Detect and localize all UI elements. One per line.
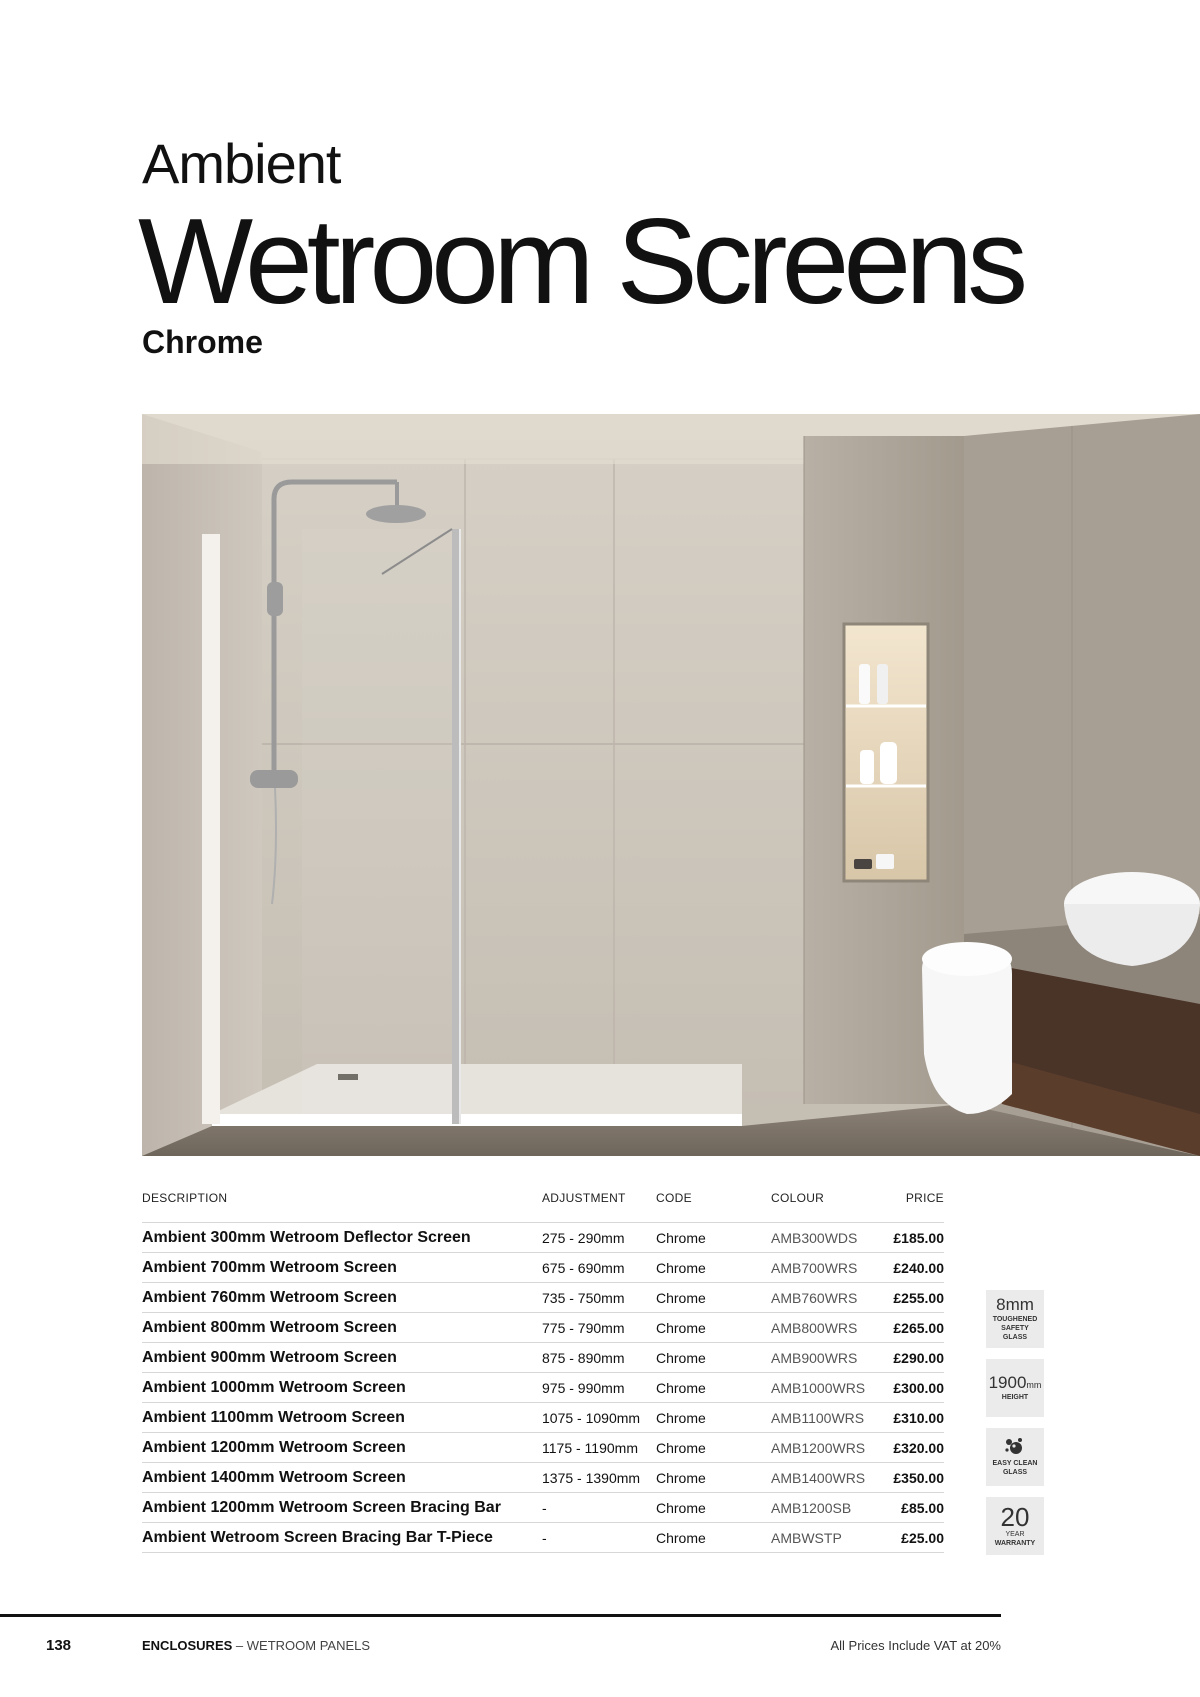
cell-code: AMB1400WRS [771,1469,866,1486]
table-row [142,1222,944,1253]
warranty-badge [986,1497,1044,1555]
cell-price: £300.00 [893,1379,944,1396]
cell-code: AMBWSTP [771,1529,842,1546]
cell-price: £255.00 [893,1289,944,1306]
table-header [142,1186,944,1210]
cell-code: AMB1200SB [771,1499,852,1516]
cell-description: Ambient 1000mm Wetroom Screen [142,1378,406,1396]
header-price: PRICE [905,1191,944,1205]
toughened-glass-badge [986,1290,1044,1348]
cell-colour: Chrome [656,1529,706,1546]
glass-label: TOUGHENED SAFETY GLASS [992,1316,1038,1341]
cell-adjustment: - [542,1499,547,1516]
page-number: 138 [46,1637,72,1654]
glass-thickness: 8mm [996,1295,1034,1314]
table-row [142,1343,944,1373]
easy-clean-badge [986,1428,1044,1486]
cell-description: Ambient 1100mm Wetroom Screen [142,1408,405,1426]
cell-colour: Chrome [656,1319,706,1336]
brand-title: Ambient [142,132,341,195]
subsection-name: WETROOM PANELS [246,1638,371,1653]
section-separator: – [232,1638,247,1653]
page-title: Wetroom Screens [138,193,1023,329]
cell-price: £185.00 [893,1229,944,1246]
cell-description: Ambient 1200mm Wetroom Screen Bracing Bar [142,1498,501,1516]
cell-price: £240.00 [893,1259,944,1276]
cell-colour: Chrome [656,1379,706,1396]
section-label [142,1638,370,1653]
header-code: CODE [656,1191,692,1205]
table-row [142,1283,944,1313]
table-row [142,1523,944,1553]
cell-price: £310.00 [893,1409,944,1426]
easy-clean-label: EASY CLEAN GLASS [992,1460,1038,1476]
header-adjustment: ADJUSTMENT [542,1191,626,1205]
header-colour: COLOUR [771,1191,825,1205]
cell-adjustment: - [542,1529,547,1546]
cell-adjustment: 735 - 750mm [542,1289,625,1306]
cell-price: £265.00 [893,1319,944,1336]
cell-code: AMB1200WRS [771,1439,866,1456]
cell-colour: Chrome [656,1229,706,1246]
cell-colour: Chrome [656,1499,706,1516]
cell-code: AMB1100WRS [771,1409,865,1426]
height-value-wrap [989,1374,1042,1391]
droplets-icon [1004,1437,1026,1457]
warranty-years: 20 [1000,1502,1030,1532]
footer-divider [0,1614,1001,1617]
cell-description: Ambient Wetroom Screen Bracing Bar T-Piece [142,1528,493,1546]
finish-subtitle: Chrome [142,324,263,360]
cell-price: £290.00 [893,1349,944,1366]
table-row [142,1313,944,1343]
warranty-label: WARRANTY [994,1540,1036,1547]
cell-code: AMB800WRS [771,1319,858,1336]
cell-description: Ambient 760mm Wetroom Screen [142,1288,397,1306]
cell-price: £320.00 [893,1439,944,1456]
cell-description: Ambient 800mm Wetroom Screen [142,1318,397,1336]
height-unit: mm [1026,1380,1042,1390]
table-body [142,1222,944,1553]
feature-badges [986,1290,1044,1566]
height-label: HEIGHT [1001,1394,1029,1401]
cell-description: Ambient 900mm Wetroom Screen [142,1348,397,1366]
table-row [142,1373,944,1403]
table-row [142,1463,944,1493]
cell-description: Ambient 1400mm Wetroom Screen [142,1468,406,1486]
table-row [142,1253,944,1283]
cell-description: Ambient 700mm Wetroom Screen [142,1258,397,1276]
table-row [142,1403,944,1433]
height-badge [986,1359,1044,1417]
cell-colour: Chrome [656,1349,706,1366]
header-description: DESCRIPTION [142,1191,228,1205]
bathroom-photo [142,414,1200,1156]
cell-adjustment: 275 - 290mm [542,1229,625,1246]
cell-colour: Chrome [656,1469,706,1486]
cell-code: AMB1000WRS [771,1379,866,1396]
cell-code: AMB900WRS [771,1349,858,1366]
cell-colour: Chrome [656,1439,706,1456]
cell-adjustment: 1175 - 1190mm [542,1439,638,1456]
cell-code: AMB760WRS [771,1289,858,1306]
cell-colour: Chrome [656,1289,706,1306]
vat-note: All Prices Include VAT at 20% [830,1638,1001,1653]
cell-colour: Chrome [656,1259,706,1276]
cell-adjustment: 775 - 790mm [542,1319,625,1336]
cell-description: Ambient 1200mm Wetroom Screen [142,1438,406,1456]
cell-price: £25.00 [901,1529,944,1546]
cell-adjustment: 875 - 890mm [542,1349,625,1366]
section-name: ENCLOSURES [142,1638,233,1653]
price-table [142,1186,944,1553]
cell-adjustment: 675 - 690mm [542,1259,625,1276]
cell-price: £85.00 [901,1499,944,1516]
cell-adjustment: 1075 - 1090mm [542,1409,641,1426]
cell-code: AMB300WDS [771,1229,858,1246]
cell-colour: Chrome [656,1409,706,1426]
height-value: 1900 [988,1373,1027,1392]
cell-adjustment: 975 - 990mm [542,1379,625,1396]
table-row [142,1493,944,1523]
cell-adjustment: 1375 - 1390mm [542,1469,641,1486]
cell-code: AMB700WRS [771,1259,858,1276]
cell-price: £350.00 [893,1469,944,1486]
cell-description: Ambient 300mm Wetroom Deflector Screen [142,1228,471,1246]
table-row [142,1433,944,1463]
warranty-year-label: YEAR [1005,1531,1025,1538]
